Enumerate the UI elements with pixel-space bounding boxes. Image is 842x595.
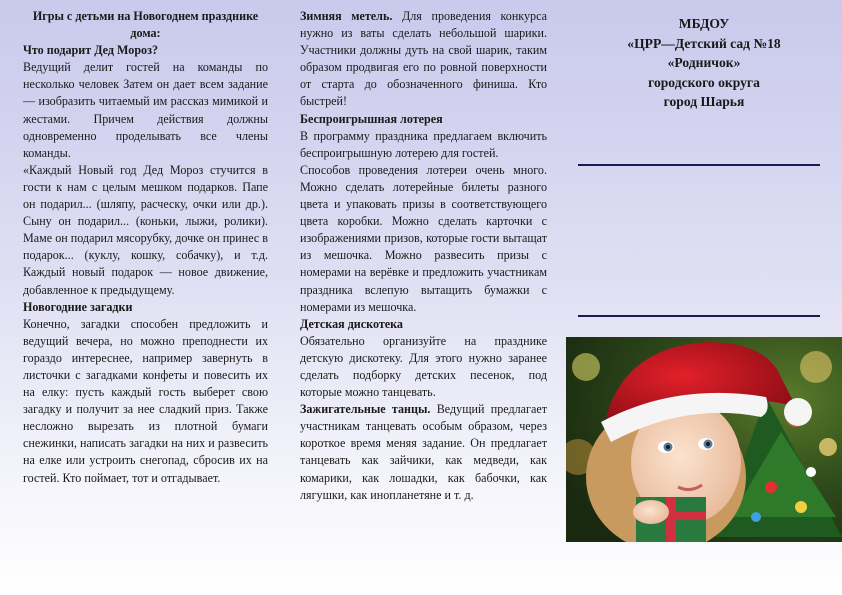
heading-dances: Зажигательные танцы. — [300, 402, 431, 417]
paragraph-lottery-methods: Способов проведения лотереи очень много. Можно сделать лотерейные билеты разного цвета и упаковать призы в соответствующего цвета коробки. Можно сделать карточки с изображениями призов, которые гости вытащат из мешочка. Можно развесить призы с номерами на верёвке и предложить участникам праздника вслепую вытащить бумажки с номерами из мешочка. — [300, 162, 547, 314]
divider-line — [578, 315, 820, 317]
org-line: «Родничок» — [667, 55, 741, 71]
paragraph-lottery-intro: В программу праздника предлагаем включить беспроигрышную лотерею для гостей. — [300, 128, 547, 160]
paragraph-ded-moroz-intro: Ведущий делит гостей на команды по несколько человек Затем он дает всем задание — изобразить читаемый им рассказ мимикой и жестами. Причем действия должны одновременно проделывать все члены команды. — [23, 60, 268, 160]
heading-blizzard: Зимняя метель. — [300, 9, 393, 23]
photo-illustration — [566, 337, 842, 542]
paragraph-disco: Обязательно организуйте на празднике детскую дискотеку. Для этого нужно заранее сделать подборку детских песенок, под которые можно танцевать. — [300, 333, 547, 400]
text-dances: Ведущий предлагает участникам танцевать особым образом, через короткое время меняя задание. Он предлагает танцевать как зайчики, как медведи, как комарики, как лошадки, как бабочки, как лягушки, как инопланетяне и т. д. — [300, 402, 547, 502]
paragraph-riddles: Конечно, загадки способен предложить и ведущий вечера, но можно преподнести их гораздо интереснее, например завернуть в листочки с загадками конфеты и повесить их на елку: пусть каждый гость выберет свою загадку и получит за нее сладкий приз. Также несложно вырезать из плотной бумаги снежинки, написать загадки на них и развесить на елке или устроить снегопад, сбросив их на гостей. Кто поймает, тот и отгадывает. — [23, 316, 268, 485]
organization-block — [566, 14, 842, 112]
column-left — [23, 8, 268, 487]
heading-lottery: Беспроигрышная лотерея — [300, 111, 443, 126]
heading-disco: Детская дискотека — [300, 316, 403, 331]
column-middle — [300, 8, 547, 504]
child-santa-hat-photo — [566, 337, 842, 542]
text-blizzard: Для проведения конкурса нужно из ваты сделать небольшой шарики. Участники должны дуть на свой шарик, таким образом продвигая его по ровной поверхности от старта до обозначенного финиша. Кто быстрей! — [300, 9, 547, 109]
org-line: город Шарья — [663, 94, 745, 110]
divider-line — [578, 164, 820, 166]
column-right — [566, 0, 842, 595]
paragraph-dances — [300, 401, 547, 504]
paragraph-ded-moroz-story: «Каждый Новый год Дед Мороз стучится в гости к нам с целым мешком подарков. Папе он подарил... (шляпу, расческу, очки или др.). Сыну он подарил... (коньки, лыжи, ролики). Маме он подарил мясорубку, дочке он принес в подарок... (куклу, кошку, собачку), и т.д. Каждый новый подарок — новое движение, добавленное к предыдущему. — [23, 162, 268, 297]
paragraph-blizzard — [300, 8, 547, 111]
heading-ded-moroz: Что подарит Дед Мороз? — [23, 43, 159, 58]
org-line: городского округа — [648, 74, 760, 90]
heading-riddles: Новогодние загадки — [23, 299, 133, 314]
org-line: «ЦРР—Детский сад №18 — [627, 35, 781, 51]
org-line: МБДОУ — [678, 16, 730, 31]
section-title: Игры с детьми на Новогоднем празднике дома: — [32, 9, 259, 41]
